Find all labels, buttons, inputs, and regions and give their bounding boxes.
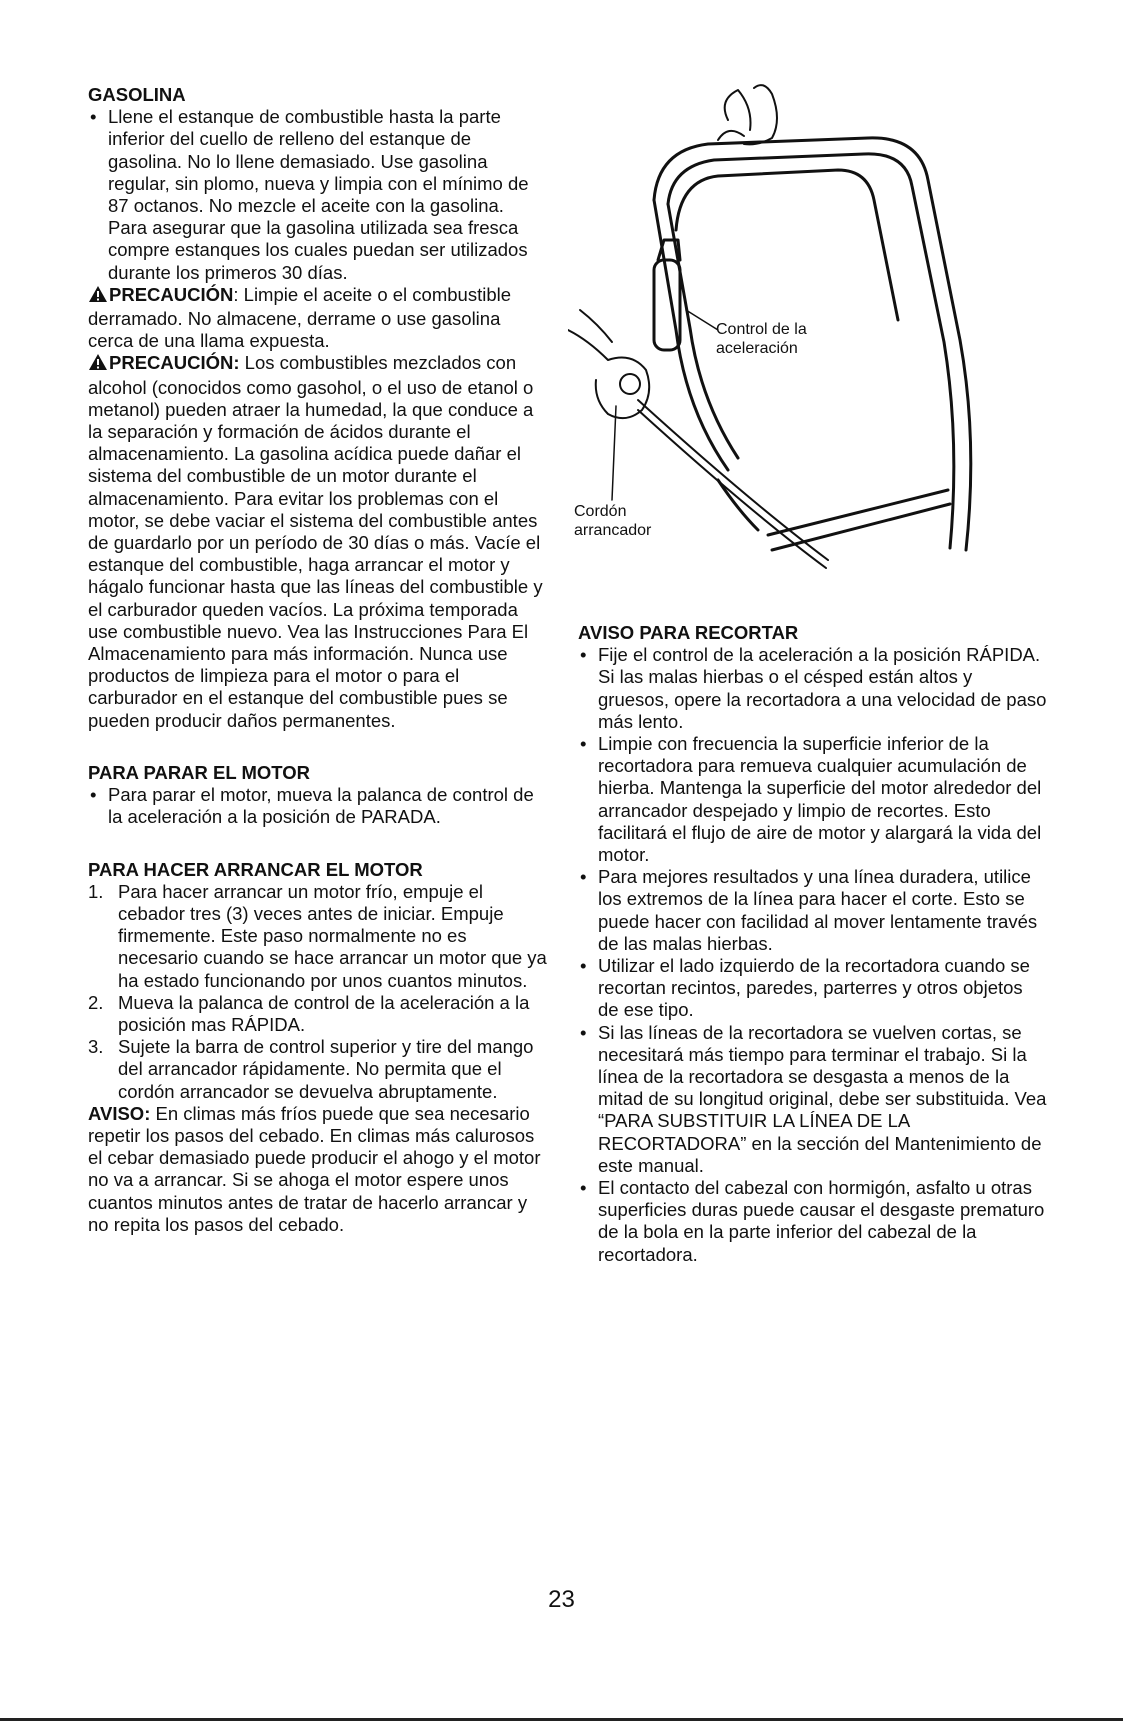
left-column [88,84,548,1236]
step-item [88,992,548,1036]
recortar-heading: AVISO PARA RECORTAR [578,622,799,643]
step-number: 2. [88,991,104,1013]
warning-1-heading: PRECAUCIÓN [109,283,234,305]
step-item [88,881,548,992]
gasolina-heading: GASOLINA [88,84,186,105]
arrancar-section [88,859,548,1236]
arrancar-heading: PARA HACER ARRANCAR EL MOTOR [88,858,423,880]
warning-paragraph-1 [88,284,548,353]
recortar-bullet: • El contacto del cabezal con hormigón, asfalto u otras superficies duras puede causar el desgaste prematuro de la bola en la parte inferior del cabezal de la recortadora. [578,1177,1048,1266]
warning-triangle-icon [88,353,108,376]
warning-1-text: : Limpie el aceite o el combustible derramado. No almacene, derrame o use gasolina cerca de una llama expuesta. [88,283,512,352]
recortar-bullet: • Utilizar el lado izquierdo de la recortadora cuando se recortan recintos, paredes, parterres y otros objetos de ese tipo. [578,955,1048,1022]
label-throttle-control: Control de la aceleración [716,321,807,357]
page-number: 23 [548,1586,575,1613]
aviso-heading: AVISO: [88,1102,151,1124]
step-text: Sujete la barra de control superior y tire del mango del arrancador rápidamente. No permita que el cordón arrancador se devuelva abruptamente. [118,1036,534,1102]
gasolina-list [88,106,548,284]
parar-bullet: • Para parar el motor, mueva la palanca de control de la aceleración a la posición de PARADA. [88,784,548,828]
warning-2-text: Los combustibles mezclados con alcohol (conocidos como gasohol, o el uso de etanol o metanol) pueden atraer la humedad, la que conduce a la separación y formación de ácidos durante el almacenamiento. La gasolina acídica puede dañar el sistema del combustible de un motor durante el almacenamiento. Para evitar los problemas con el motor, se debe vaciar el sistema del combustible antes de guardarlo por un período de 30 días o más. Vacíe el estanque del combustible, haga arrancar el motor y hágalo funcionar hasta que las líneas del combustible y el carburador queden vacíos. La próxima temporada use combustible nuevo. Vea las Instrucciones Para El Almacenamiento para más información. Nunca use productos de limpieza para el motor o para el carburador en el estanque del combustible pues se pueden producir daños permanentes. [88,352,543,731]
aviso-paragraph [88,1103,548,1236]
step-text: Para hacer arrancar un motor frío, empuje el cebador tres (3) veces antes de iniciar. Empuje firmemente. Este paso normalmente no es necesario cuando se hace arrancar un motor que ya ha estado funcionando por unos cuantos minutos. [118,880,547,991]
recortar-bullet: • Fije el control de la aceleración a la posición RÁPIDA. Si las malas hierbas o el césped están altos y gruesos, opere la recortadora a una velocidad de paso más lento. [578,644,1048,733]
gasolina-section [88,84,548,732]
step-number: 3. [88,1036,104,1058]
recortar-bullet: • Para mejores resultados y una línea duradera, utilice los extremos de la línea para hacer el corte. Esto se puede hacer con facilidad al mover lentamente través de las malas hierbas. [578,866,1048,955]
parar-list [88,784,548,828]
parar-section [88,762,548,829]
recortar-section [578,622,1048,1266]
warning-2-heading: PRECAUCIÓN: [109,352,240,374]
recortar-bullet: • Limpie con frecuencia la superficie inferior de la recortadora para remueva cualquier acumulación de hierba. Mantenga la superficie del motor alrededor del arrancador despejado y limpio de recortes. Esto facilitará el flujo de aire de motor y alargará la vida del motor. [578,733,1048,866]
warning-paragraph-2 [88,352,548,731]
trimmer-handle-illustration [568,80,1038,600]
arrancar-steps [88,881,548,1103]
bottom-rule [0,1718,1123,1721]
gasolina-bullet: • Llene el estanque de combustible hasta la parte inferior del cuello de relleno del estanque de gasolina. No lo llene demasiado. Use gasolina regular, sin plomo, nueva y limpia con el mínimo de 87 octanos. No mezcle el aceite con la gasolina. Para asegurar que la gasolina utilizada sea fresca compre estanques los cuales puedan ser utilizados durante los primeros 30 días. [88,106,548,284]
step-item [88,1036,548,1103]
label-starter-cord: Cordón arrancador [574,503,652,539]
recortar-bullet: • Si las líneas de la recortadora se vuelven cortas, se necesitará más tiempo para terminar el trabajo. Si la línea de la recortadora se desgasta a menos de la mitad de su longitud original, debe ser substituida. Vea “PARA SUBSTITUIR LA LÍNEA DE LA RECORTADORA” en la sección del Mantenimiento de este manual. [578,1022,1048,1177]
step-number: 1. [88,880,104,902]
warning-triangle-icon [88,285,108,308]
parar-heading: PARA PARAR EL MOTOR [88,761,311,783]
step-text: Mueva la palanca de control de la aceleración a la posición mas RÁPIDA. [118,991,530,1035]
right-column [578,622,1048,1266]
aviso-text: En climas más fríos puede que sea necesario repetir los pasos del cebado. En climas más calurosos el cebar demasiado puede producir el ahogo y el motor no va a arrancar. Si se ahoga el motor espere unos cuantos minutos antes de tratar de hacerlo arrancar y no repita los pasos del cebado. [88,1102,541,1235]
recortar-list [578,644,1048,1266]
